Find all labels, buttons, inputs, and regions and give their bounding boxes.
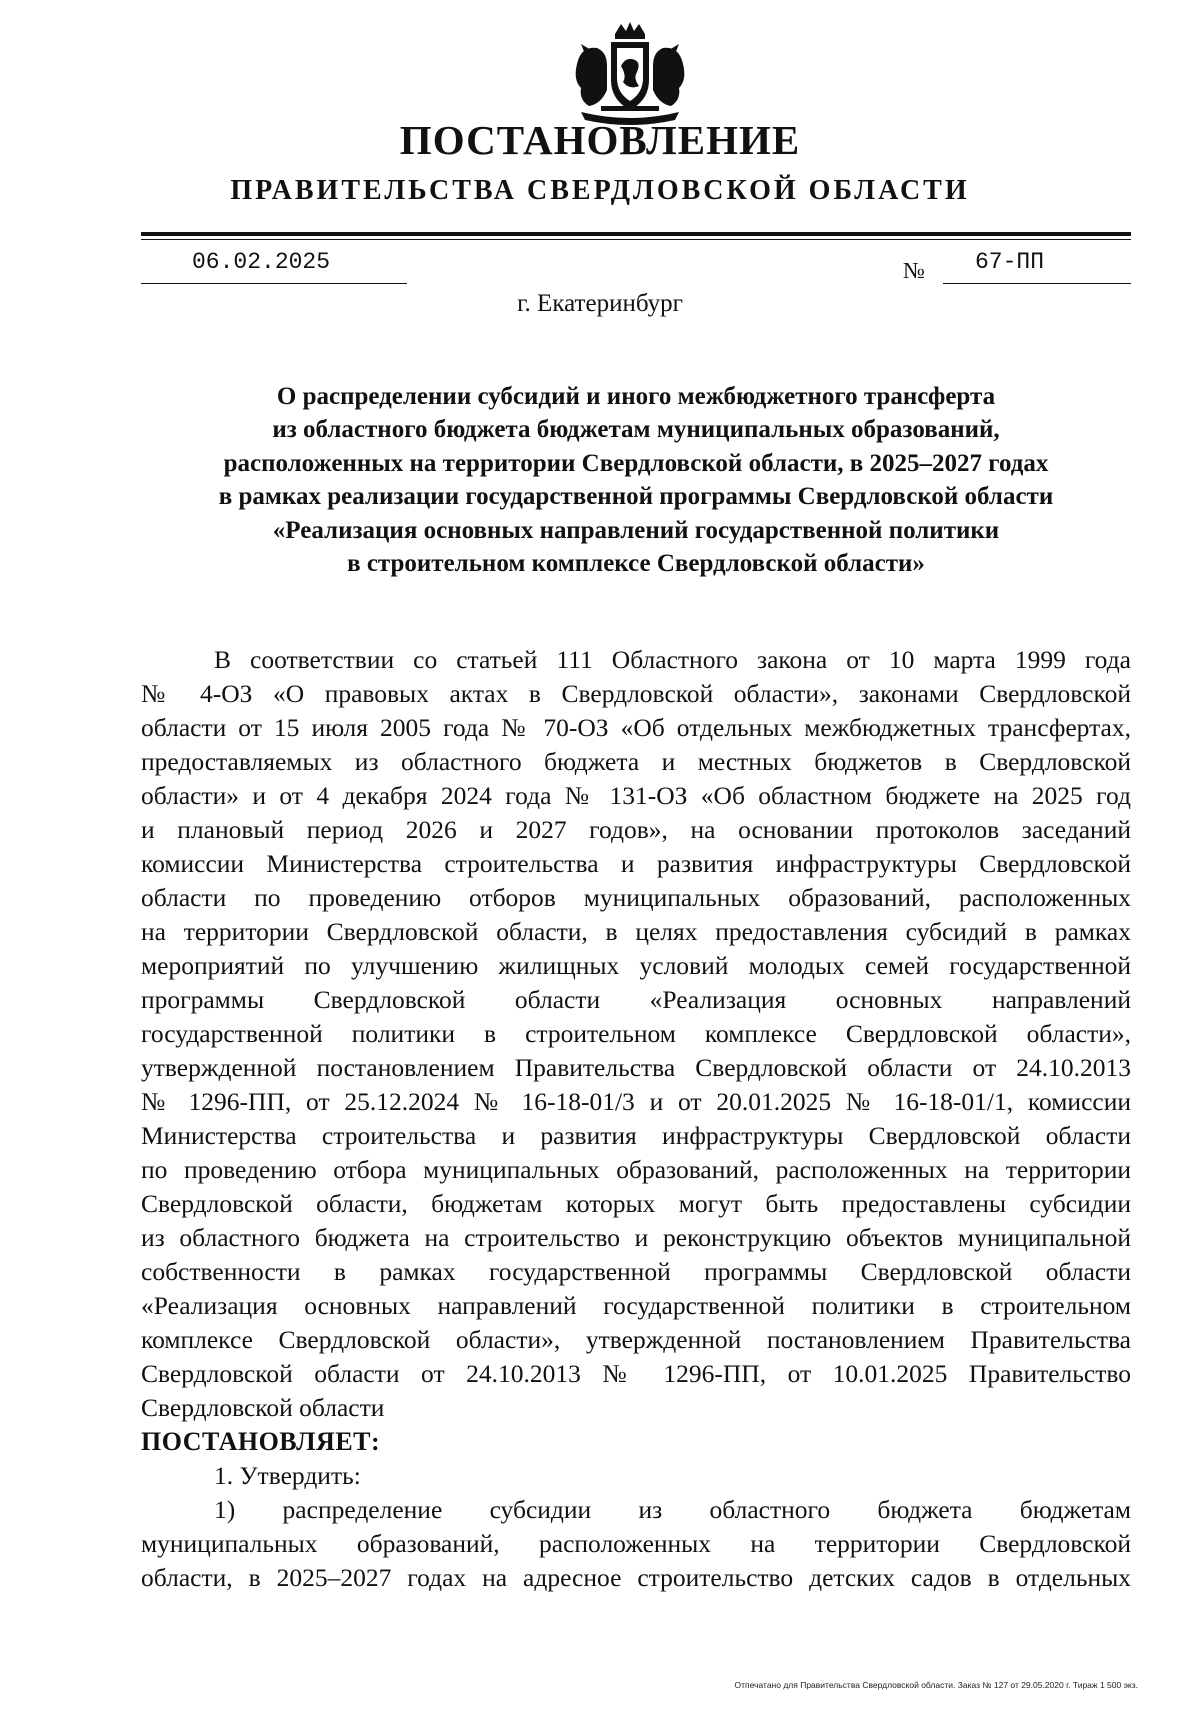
body-line: утвержденной постановлением Правительства Свердловской области от 24.10.2013 [141,1053,1131,1082]
body-line: № 1296-ПП, от 25.12.2024 № 16-18-01/3 и от 20.01.2025 № 16-18-01/1, комиссии [141,1087,1131,1116]
body-line: области по проведению отборов муниципальных образований, расположенных [141,883,1131,912]
document-date: 06.02.2025 [192,249,331,275]
body-line: В соответствии со статьей 111 Областного закона от 10 марта 1999 года [214,645,1131,674]
body-line: Министерства строительства и развития инфраструктуры Свердловской области [141,1121,1131,1150]
body-line: области» и от 4 декабря 2024 года № 131-ОЗ «Об областном бюджете на 2025 год [141,781,1131,810]
title-line: в рамках реализации государственной программы Свердловской области [218,483,1054,511]
item-1: 1. Утвердить: [214,1461,361,1490]
body-line: комплексе Свердловской области», утвержденной постановлением Правительства [141,1325,1131,1354]
body-line: Свердловской области [141,1393,385,1422]
document-issuer: ПРАВИТЕЛЬСТВА СВЕРДЛОВСКОЙ ОБЛАСТИ [230,175,970,206]
body-line: предоставляемых из областного бюджета и местных бюджетов в Свердловской [141,747,1131,776]
title-line: из областного бюджета бюджетам муниципальных образований, [272,416,1000,444]
body-line: Свердловской области, бюджетам которых могут быть предоставлены субсидии [141,1189,1131,1218]
body-line: «Реализация основных направлений государственной политики в строительном [141,1291,1131,1320]
body-line: на территории Свердловской области, в целях предоставления субсидий в рамках [141,917,1131,946]
city: г. Екатеринбург [517,290,683,317]
body-line: Свердловской области от 24.10.2013 № 1296-ПП, от 10.01.2025 Правительство [141,1359,1131,1388]
body-line: и плановый период 2026 и 2027 годов», на основании протоколов заседаний [141,815,1131,844]
item-1-1-line: 1) распределение субсидии из областного бюджета бюджетам [214,1495,1131,1524]
body-line: мероприятий по улучшению жилищных условий молодых семей государственной [141,951,1131,980]
body-line: собственности в рамках государственной программы Свердловской области [141,1257,1131,1286]
decree-word: ПОСТАНОВЛЯЕТ: [141,1427,381,1456]
title-line: «Реализация основных направлений государственной политики [272,516,1000,544]
title-line: О распределении субсидий и иного межбюджетного трансферта [276,383,996,410]
body-line: по проведению отбора муниципальных образований, расположенных на территории [141,1155,1131,1184]
coat-of-arms-icon [571,20,689,128]
title-line: расположенных на территории Свердловской области, в 2025–2027 годах [223,449,1049,477]
body-line: области от 15 июля 2005 года № 70-ОЗ «Об отдельных межбюджетных трансфертах, [141,713,1131,742]
item-1-1-line: области, в 2025–2027 годах на адресное строительство детских садов в отдельных [141,1563,1131,1592]
document-kind: ПОСТАНОВЛЕНИЕ [399,117,801,163]
document-number: 67-ПП [975,249,1045,275]
document-title [141,380,1131,580]
body-line: программы Свердловской области «Реализация основных направлений [141,985,1131,1014]
body-line: № 4-ОЗ «О правовых актах в Свердловской области», законами Свердловской [141,679,1131,708]
document-body [141,643,1131,1595]
body-line: государственной политики в строительном комплексе Свердловской области», [141,1019,1131,1048]
number-underline [943,283,1131,284]
title-line: в строительном комплексе Свердловской области» [347,550,925,578]
item-1-1-line: муниципальных образований, расположенных на территории Свердловской [141,1529,1131,1558]
header-rule-thin [141,239,1131,240]
number-sign: № [903,258,925,283]
body-line: из областного бюджета на строительство и реконструкцию объектов муниципальной [141,1223,1131,1252]
date-underline [141,283,407,284]
header-rule [141,232,1131,236]
footer-imprint: Отпечатано для Правительства Свердловской области. Заказ № 127 от 29.05.2020 г. Тираж 1 500 экз. [734,1680,1138,1690]
body-line: комиссии Министерства строительства и развития инфраструктуры Свердловской [141,849,1131,878]
